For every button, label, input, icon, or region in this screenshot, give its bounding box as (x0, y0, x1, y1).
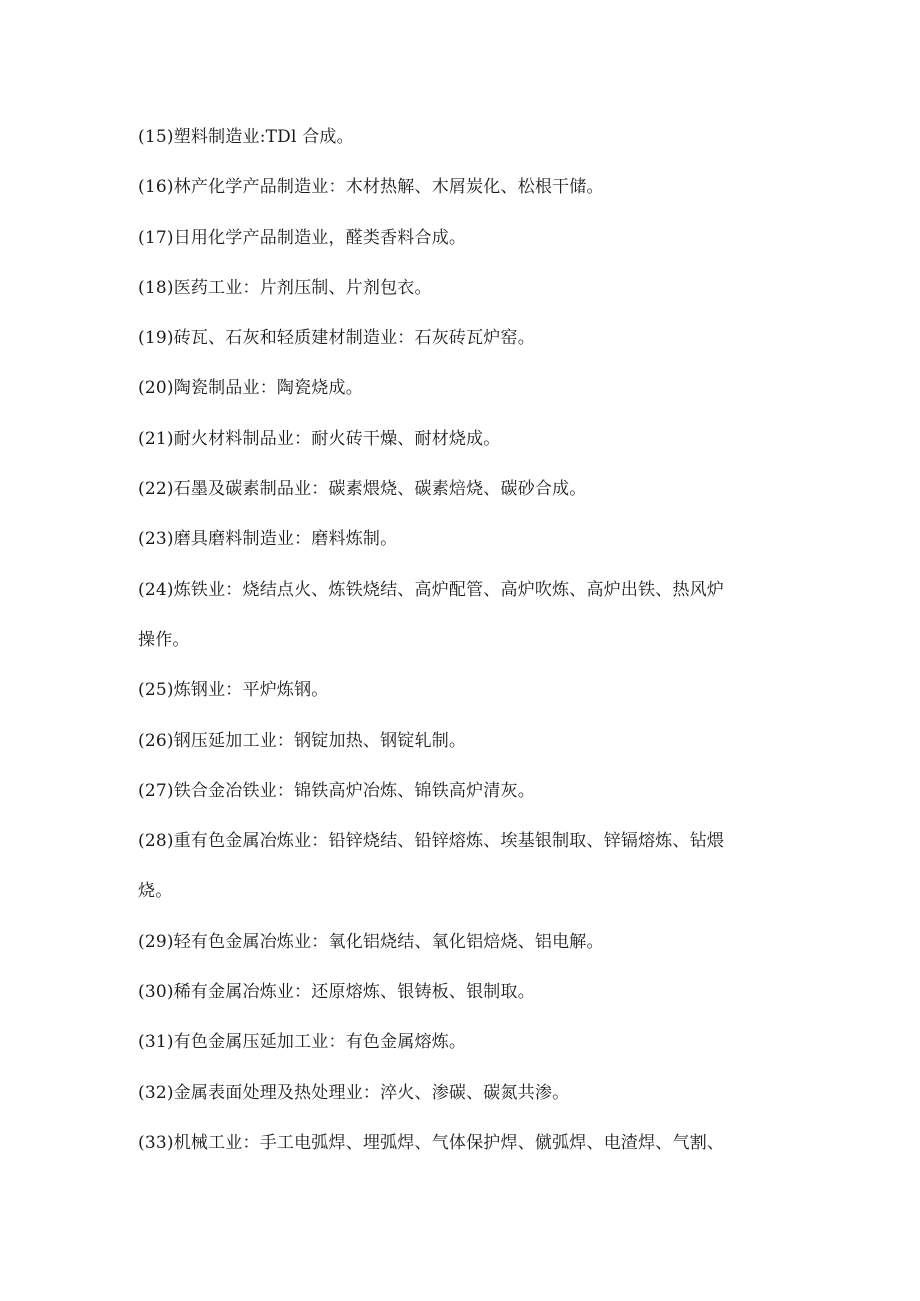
text-line: (28)重有色金属冶炼业：铅锌烧结、铅锌熔炼、埃基银制取、锌镉熔炼、钻煨 (138, 831, 725, 852)
text-line: (15)塑料制造业:TDl 合成。 (138, 127, 354, 147)
text-line: (29)轻有色金属冶炼业：氧化铝烧结、氧化铝焙烧、铝电解。 (138, 931, 604, 952)
text-line: (16)林产化学产品制造业：木材热解、木屑炭化、松根干储。 (138, 177, 604, 198)
text-line: (32)金属表面处理及热处理业：淬火、渗碳、碳氮共渗。 (138, 1082, 570, 1103)
text-line: (23)磨具磨料制造业：磨料炼制。 (138, 529, 398, 550)
text-line: (21)耐火材料制品业：耐火砖干燥、耐材烧成。 (138, 428, 501, 449)
text-line: (24)炼铁业：烧结点火、炼铁烧结、高炉配管、高炉吹炼、高炉出铁、热风炉 (138, 579, 725, 600)
text-line: (30)稀有金属冶炼业：还原熔炼、银铸板、银制取。 (138, 982, 535, 1003)
text-line: 烧。 (138, 881, 173, 902)
text-line: (31)有色金属压延加工业：有色金属熔炼。 (138, 1032, 467, 1053)
text-line: (18)医药工业：片剂压制、片剂包衣。 (138, 277, 432, 298)
text-line: 操作。 (138, 629, 190, 650)
text-line: (17)日用化学产品制造业，醛类香料合成。 (138, 227, 467, 248)
document-body (138, 112, 798, 1168)
text-line: (20)陶瓷制品业：陶瓷烧成。 (138, 378, 363, 399)
text-line: (22)石墨及碳素制品业：碳素煨烧、碳素焙烧、碳砂合成。 (138, 479, 587, 500)
text-line: (33)机械工业：手工电弧焊、埋弧焊、气体保护焊、僦弧焊、电渣焊、气割、 (138, 1132, 725, 1153)
text-line: (26)钢压延加工业：钢锭加热、钢锭轧制。 (138, 730, 467, 751)
text-line: (27)铁合金冶铁业：锦铁高炉冶炼、锦铁高炉清灰。 (138, 780, 535, 801)
text-line: (25)炼钢业：平炉炼钢。 (138, 680, 329, 701)
text-line: (19)砖瓦、石灰和轻质建材制造业：石灰砖瓦炉窑。 (138, 328, 535, 349)
